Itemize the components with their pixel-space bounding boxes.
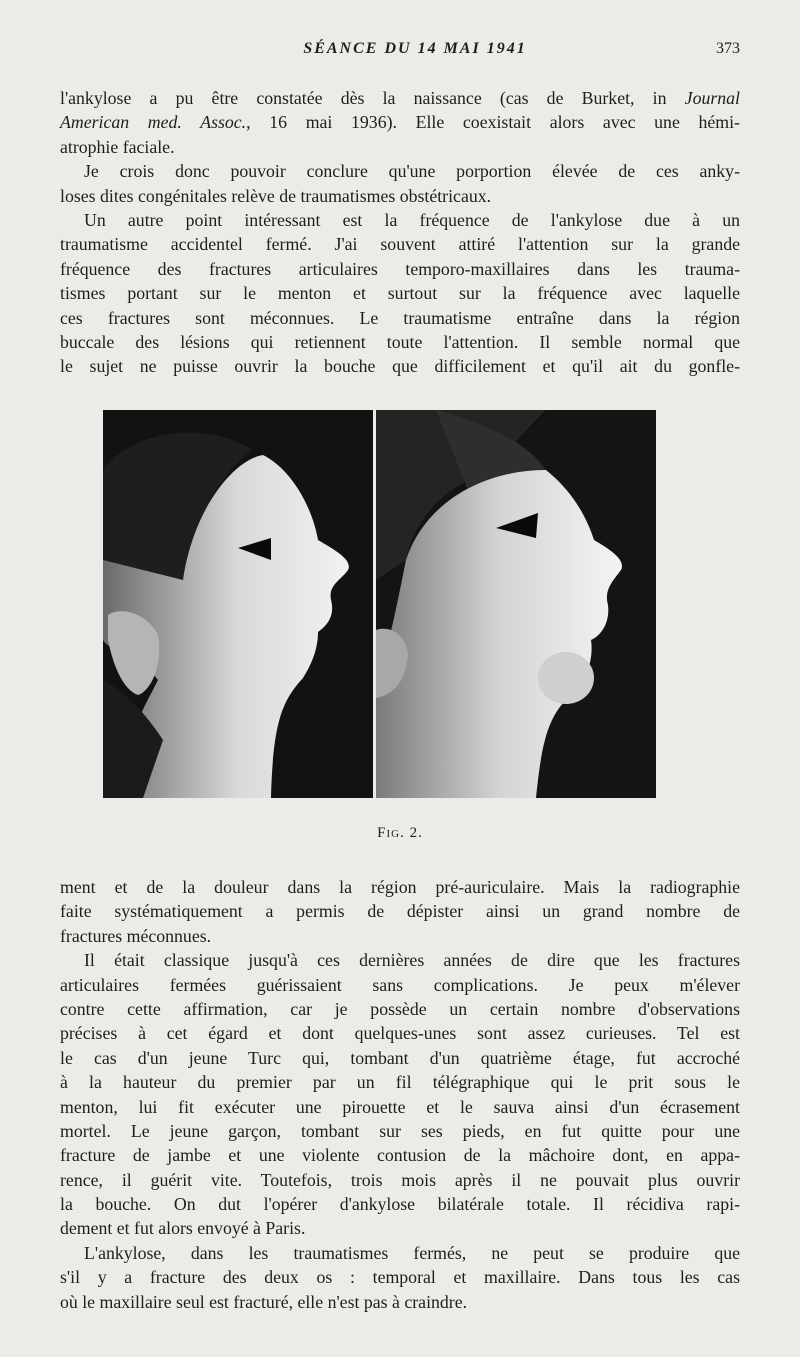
text-block-bottom: [60, 875, 740, 1314]
text-line: précises à cet égard et dont quelques-unes sont assez curieuses. Tel est: [60, 1023, 740, 1044]
text-line: dement et fut alors envoyé à Paris.: [60, 1218, 306, 1239]
text-line: contre cette affirmation, car je possède un certain nombre d'observations: [60, 998, 740, 1019]
text-line: L'ankylose, dans les traumatismes fermés, ne peut se produire que: [84, 1242, 740, 1263]
page-number: 373: [716, 40, 740, 57]
text-line: fracture de jambe et une violente contusion de la mâchoire dont, en appa-: [60, 1145, 740, 1166]
text-line: Un autre point intéressant est la fréquence de l'ankylose due à un: [84, 209, 740, 230]
text-line: la bouche. On dut l'opérer d'ankylose bilatérale totale. Il récidiva rapi-: [60, 1194, 740, 1215]
text-line: buccale des lésions qui retiennent toute l'attention. Il semble normal que: [60, 331, 740, 352]
text-line: le cas d'un jeune Turc qui, tombant d'un quatrième étage, fut accroché: [60, 1047, 740, 1068]
text-line: à la hauteur du premier par un fil télégraphique qui le prit sous le: [60, 1072, 740, 1093]
page-header: [60, 40, 740, 64]
profile-photo-after-image: [376, 410, 656, 798]
profile-photo-before-image: [103, 410, 373, 798]
text-line: articulaires fermées guérissaient sans complications. Je peux m'élever: [60, 974, 740, 995]
profile-photo-before: [103, 410, 373, 798]
text-line: ces fractures sont méconnues. Le traumatisme entraîne dans la région: [60, 307, 740, 328]
text-line: loses dites congénitales relève de traumatismes obstétricaux.: [60, 185, 492, 206]
profile-photo-after: [376, 410, 656, 798]
text-line: fréquence des fractures articulaires temporo-maxillaires dans les trauma-: [60, 258, 740, 279]
text-line: American med. Assoc., 16 mai 1936). Elle coexistait alors avec une hémi-: [60, 112, 740, 133]
text-line: Il était classique jusqu'à ces dernières années de dire que les fractures: [84, 950, 740, 971]
text-line: s'il y a fracture des deux os : temporal et maxillaire. Dans tous les cas: [60, 1267, 740, 1288]
text-line: fractures méconnues.: [60, 925, 212, 946]
text-line: ment et de la douleur dans la région pré-auriculaire. Mais la radiographie: [60, 877, 740, 897]
text-line: mortel. Le jeune garçon, tombant sur ses pieds, en fut quitte pour une: [60, 1120, 740, 1141]
text-block-top: [60, 86, 740, 379]
text-line: le sujet ne puisse ouvrir la bouche que difficilement et qu'il ait du gonfle-: [60, 356, 740, 377]
figure-photographs: [103, 410, 656, 800]
text-line: où le maxillaire seul est fracturé, elle n'est pas à craindre.: [60, 1291, 468, 1312]
text-line: Je crois donc pouvoir conclure qu'une porportion élevée de ces anky-: [84, 161, 740, 182]
text-line: rence, il guérit vite. Toutefois, trois mois après il ne pouvait plus ouvrir: [60, 1169, 740, 1190]
text-line: faite systématiquement a permis de dépister ainsi un grand nombre de: [60, 901, 740, 922]
text-line: atrophie faciale.: [60, 136, 175, 157]
text-line: l'ankylose a pu être constatée dès la naissance (cas de Burket, in Journal: [60, 88, 740, 108]
text-line: traumatisme accidentel fermé. J'ai souvent attiré l'attention sur la grande: [60, 234, 740, 255]
text-line: tismes portant sur le menton et surtout sur la fréquence avec laquelle: [60, 283, 740, 304]
running-title: SÉANCE DU 14 MAI 1941: [303, 40, 527, 57]
text-line: menton, lui fit exécuter une pirouette et le sauva ainsi d'un écrasement: [60, 1096, 740, 1117]
figure-caption: Fig. 2.: [377, 825, 423, 841]
